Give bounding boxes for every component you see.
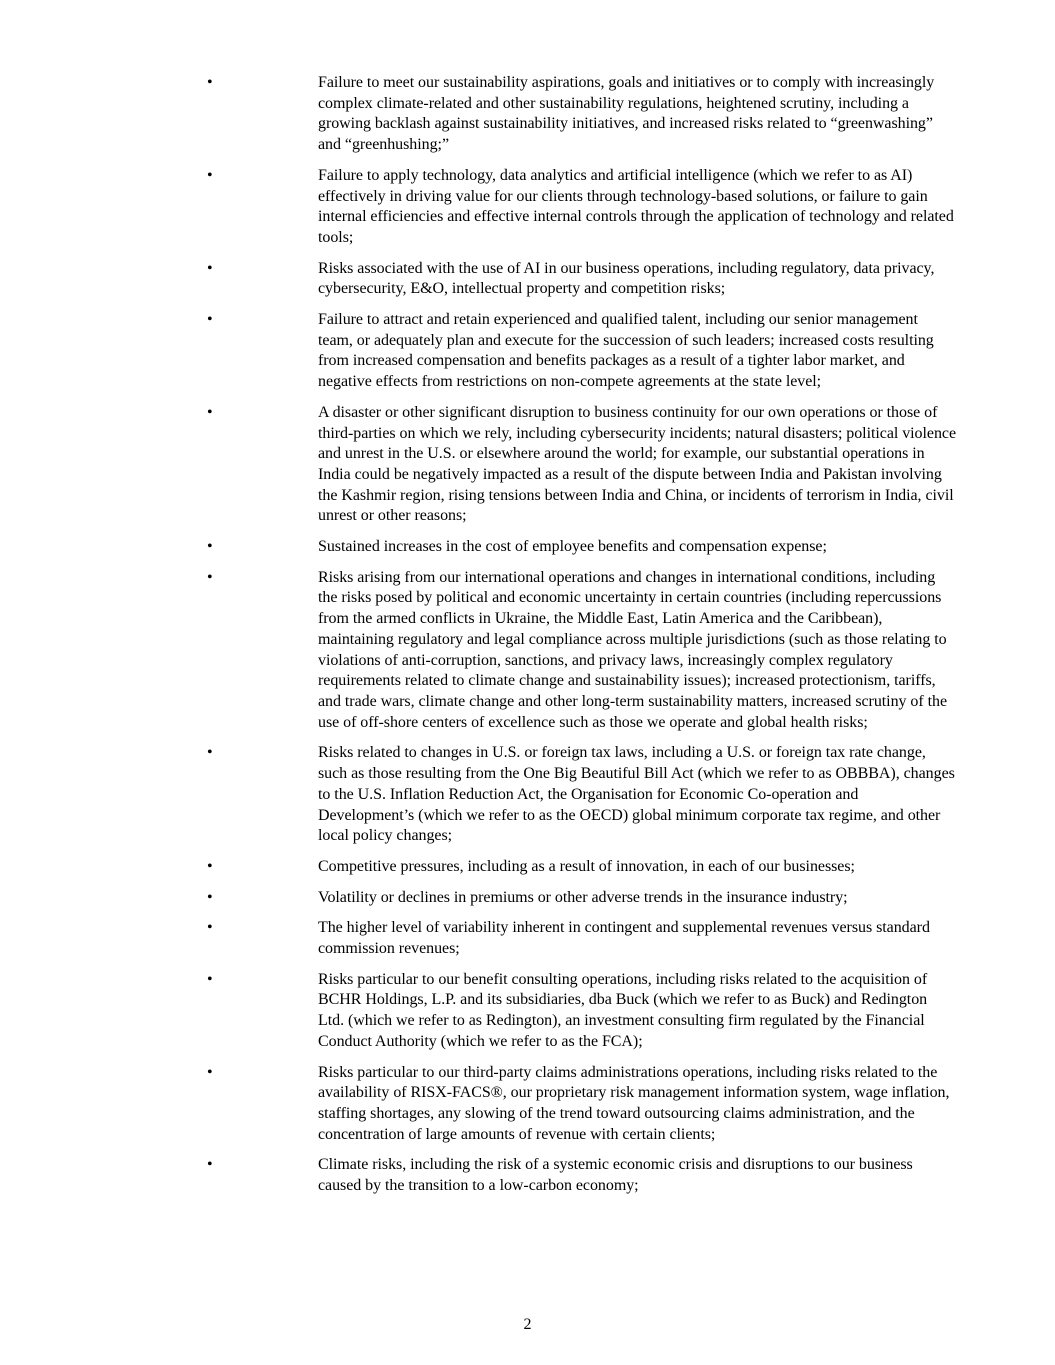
list-item-text: Risks associated with the use of AI in our business operations, including regulatory, data privacy, cybersecurity, E&O, intellectual property and competition risks;	[318, 259, 935, 298]
list-item-text: The higher level of variability inherent in contingent and supplemental revenues versus standard commission revenues;	[318, 919, 930, 958]
list-item	[0, 166, 1055, 249]
bullet-icon: •	[207, 568, 213, 586]
list-item	[0, 403, 1055, 527]
bullet-icon: •	[207, 311, 213, 329]
list-item	[0, 918, 1055, 959]
bullet-icon: •	[207, 919, 213, 937]
list-item-text: A disaster or other significant disruption to business continuity for our own operations or those of third-parties on which we rely, including cybersecurity incidents; natural disasters; political violence and unrest in the U.S. or elsewhere around the world; for example, our substantial operations in India could be negatively impacted as a result of the dispute between India and Pakistan involving the Kashmir region, rising tensions between India and China, or incidents of terrorism in India, civil unrest or other reasons;	[318, 403, 957, 525]
list-item-text: Volatility or declines in premiums or other adverse trends in the insurance industry;	[318, 888, 848, 906]
bullet-icon: •	[207, 1156, 213, 1174]
list-item-text: Risks particular to our third-party claims administrations operations, including risks related to the availability of RISX-FACS®, our proprietary risk management information system, wage inflation, staffing shortages, any slowing of the trend toward outsourcing claims administration, and the concentration of large amounts of revenue with certain clients;	[318, 1063, 950, 1143]
bullet-icon: •	[207, 857, 213, 875]
list-item	[0, 1155, 1055, 1196]
list-item	[0, 537, 1055, 558]
list-item-text: Risks related to changes in U.S. or foreign tax laws, including a U.S. or foreign tax rate change, such as those resulting from the One Big Beautiful Bill Act (which we refer to as OBBBA), changes to the U.S. Inflation Reduction Act, the Organisation for Economic Co-operation and Development’s (which we refer to as the OECD) global minimum corporate tax regime, and other local policy changes;	[318, 744, 955, 845]
list-item	[0, 568, 1055, 734]
list-item-text: Sustained increases in the cost of employee benefits and compensation expense;	[318, 538, 827, 556]
page-number: 2	[523, 1316, 532, 1333]
list-item-text: Failure to meet our sustainability aspirations, goals and initiatives or to comply with increasingly complex climate-related and other sustainability regulations, heightened scrutiny, including a growing backlash against sustainability initiatives, and increased risks related to “greenwashing” and “greenhushing;”	[318, 74, 935, 154]
bullet-icon: •	[207, 166, 213, 184]
list-item	[0, 888, 1055, 909]
list-item-text: Climate risks, including the risk of a systemic economic crisis and disruptions to our business caused by the transition to a low-carbon economy;	[318, 1156, 913, 1195]
bullet-icon: •	[207, 74, 213, 91]
list-item-text: Risks arising from our international operations and changes in international conditions, including the risks posed by political and economic uncertainty in certain countries (including repercussions from the armed conflicts in Ukraine, the Middle East, Latin America and the Caribbean), maintaining regulatory and legal compliance across multiple jurisdictions (such as those relating to violations of anti-corruption, sanctions, and privacy laws, increasingly complex regulatory requirements related to climate change and sustainability issues); increased protectionism, tariffs, and trade wars, climate change and other long-term sustainability matters, increased scrutiny of the use of off-shore centers of excellence such as those we operate and global health risks;	[318, 568, 948, 731]
list-item-text: Risks particular to our benefit consulting operations, including risks related to the acquisition of BCHR Holdings, L.P. and its subsidiaries, dba Buck (which we refer to as Buck) and Redington Ltd. (which we refer to as Redington), an investment consulting firm regulated by the Financial Conduct Authority (which we refer to as the FCA);	[318, 970, 928, 1050]
list-item-text: Failure to attract and retain experienced and qualified talent, including our senior management team, or adequately plan and execute for the succession of such leaders; increased costs resulting from increased compensation and benefits packages as a result of a tighter labor market, and negative effects from restrictions on non-compete agreements at the state level;	[318, 311, 934, 391]
bullet-icon: •	[207, 403, 213, 421]
list-item	[0, 259, 1055, 300]
list-item-text: Competitive pressures, including as a result of innovation, in each of our businesses;	[318, 857, 855, 875]
bullet-icon: •	[207, 1063, 213, 1081]
bullet-icon: •	[207, 744, 213, 762]
list-item	[0, 1063, 1055, 1146]
risk-factor-list	[0, 73, 1055, 1207]
bullet-icon: •	[207, 970, 213, 988]
bullet-icon: •	[207, 259, 213, 277]
list-item	[0, 310, 1055, 393]
list-item	[0, 743, 1055, 847]
bullet-icon: •	[207, 538, 213, 556]
list-item-text: Failure to apply technology, data analytics and artificial intelligence (which we refer to as AI) effectively in driving value for our clients through technology-based solutions, or failure to gain internal efficiencies and effective internal controls through the application of technology and related tools;	[318, 166, 954, 246]
list-item	[0, 857, 1055, 878]
list-item	[0, 73, 1055, 156]
bullet-icon: •	[207, 888, 213, 906]
list-item	[0, 970, 1055, 1053]
